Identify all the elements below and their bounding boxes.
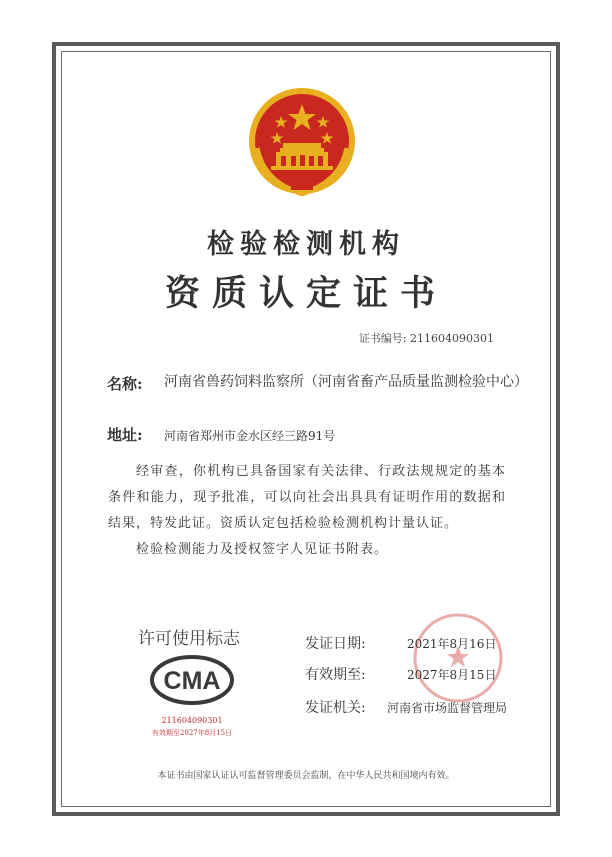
address-label: 地址: — [107, 426, 143, 444]
valid-until-date: 2027年8月15日 — [407, 668, 497, 682]
official-seal-icon — [412, 612, 504, 704]
organization-name: 河南省兽药饲料监察所（河南省畜产品质量监测检验中心） — [164, 374, 528, 390]
cma-logo-icon — [150, 654, 234, 706]
valid-until-label: 有效期至: — [305, 667, 366, 683]
certificate-title-line2: 资质认定证书 — [164, 273, 447, 314]
body-paragraph-annex: 检验检测能力及授权签字人见证书附表。 — [136, 542, 389, 557]
cma-number: 211604090301 — [161, 716, 223, 725]
issue-date-label: 发证日期: — [305, 636, 366, 652]
issuing-authority: 河南省市场监督管理局 — [387, 701, 508, 715]
svg-text:CMA: CMA — [163, 667, 221, 695]
license-mark-label: 许可使用标志 — [138, 629, 240, 649]
certificate-number: 证书编号: 211604090301 — [358, 332, 494, 345]
organization-address: 河南省郑州市金水区经三路91号 — [164, 429, 336, 443]
issue-date: 2021年8月16日 — [407, 637, 497, 651]
certificate-title-line1: 检验检测机构 — [207, 229, 405, 260]
cma-expiry: 有效期至2027年8月15日 — [151, 729, 233, 737]
certificate-footer-note: 本证书由国家认证认可监督管理委员会监制，在中华人民共和国境内有效。 — [157, 771, 455, 781]
body-paragraph-approval: 经审查，你机构已具备国家有关法律、行政法规规定的基本条件和能力，现予批准，可以向社会出具具有证明作用的数据和结果，特发此证。资质认定包括检验检测机构计量认证。 — [108, 464, 506, 531]
national-emblem-icon — [247, 86, 357, 196]
certificate-body — [108, 459, 506, 563]
issuing-authority-label: 发证机关: — [305, 700, 366, 716]
name-label: 名称: — [107, 375, 143, 393]
